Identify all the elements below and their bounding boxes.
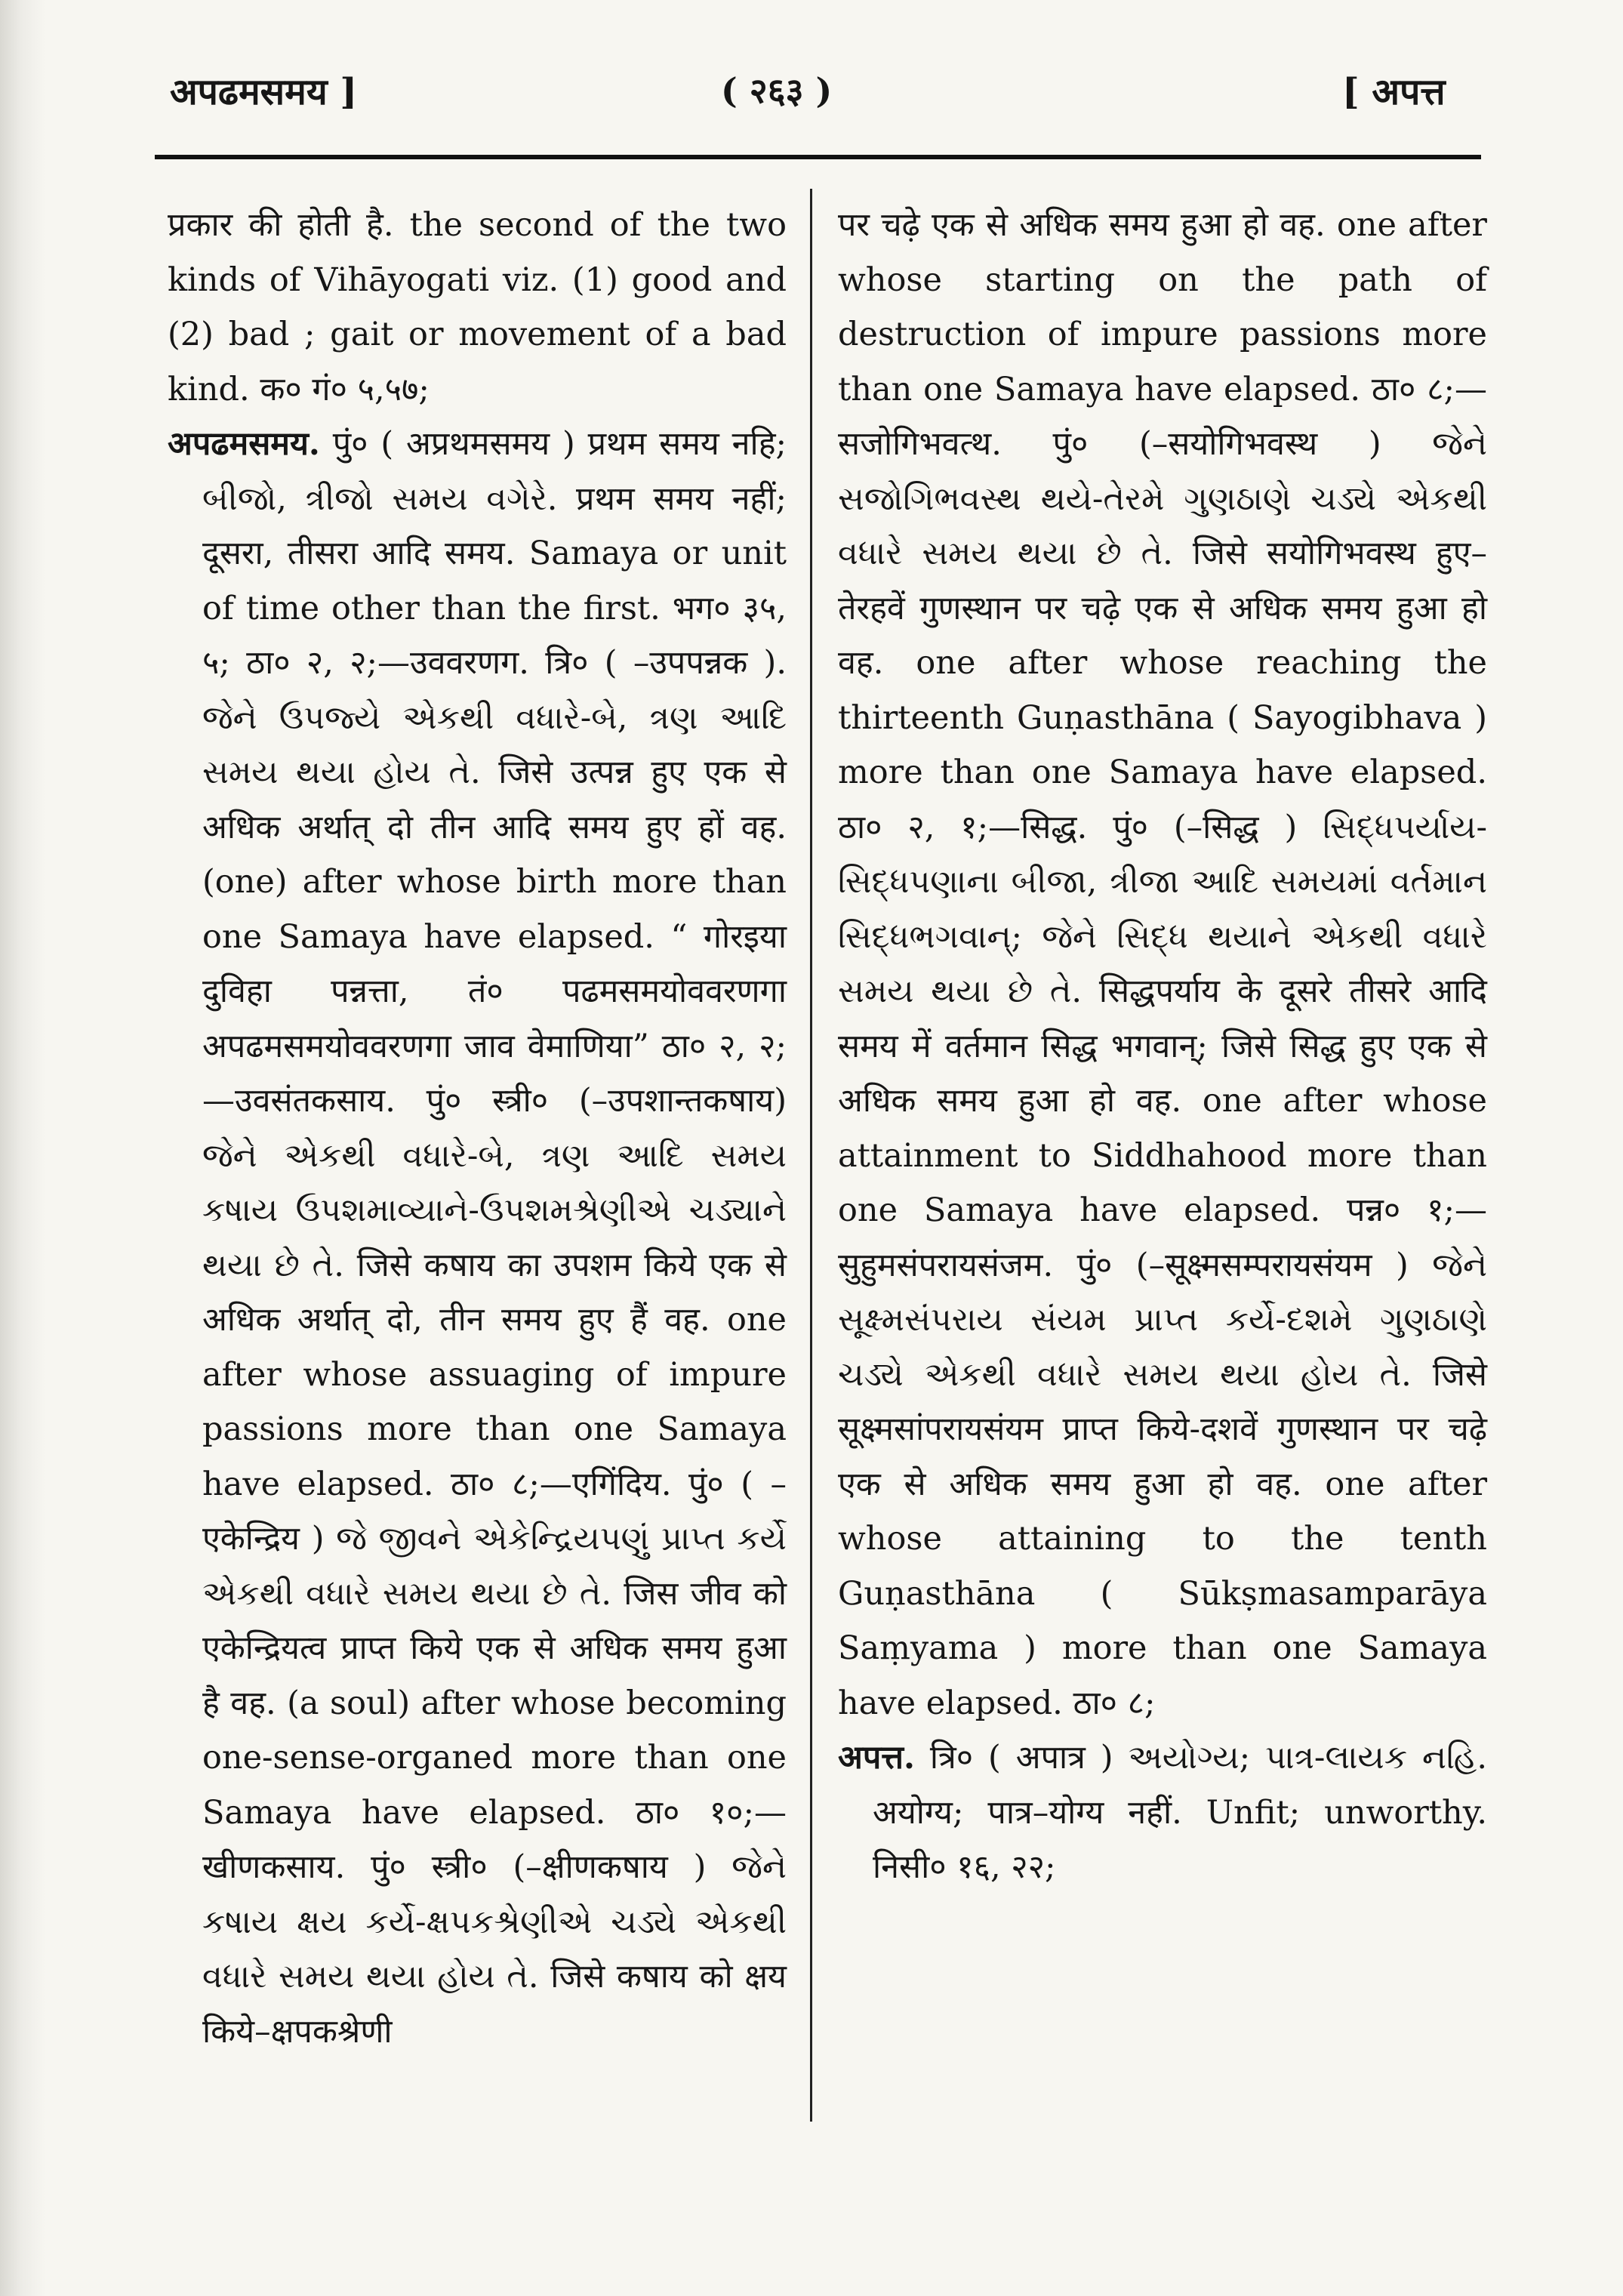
entry-apadhamasamaya <box>168 417 787 2059</box>
entry-text: त्रि० ( अपात्र ) અયોગ્ય; પાત્ર-લાયક નહિ. अयोग्य; पात्र–योग्य नहीं. Unfit; unworthy. निसी० १६, २२; <box>873 1739 1487 1886</box>
header-rule <box>155 155 1481 159</box>
entry-headword: अपढमसमय. <box>168 425 320 463</box>
header-right-guideword: [ अपत्त <box>1342 71 1446 113</box>
page-header <box>0 66 1623 134</box>
header-left-guideword: अपढमसमय ] <box>170 71 358 113</box>
scan-edge <box>0 0 45 2296</box>
left-column <box>168 198 787 2059</box>
entry-text: पुं० ( अप्रथमसमय ) प्रथम समय नहि; બીજો, ત્રીજો સમય વગેરે. प्रथम समय नहीं; दूसरा, तीसरा आदि समय. Samaya or unit of time other than the first. भग० ३५, ५; ठा० २, २;—उववरणग. त्रि० ( –उपपन्नक ). જેને ઉપજ્યે એકથી વધારે-બે, ત્રણ આદિ સમય થયા હોય તે. जिसे उत्पन्न हुए एक से अधिक अर्थात् दो तीन आदि समय हुए हों वह. (one) after whose birth more than one Samaya have elapsed. “ गोरइया दुविहा पन्नत्ता, तं० पढमसमयोववरणगा अपढमसमयोववरणगा जाव वेमाणिया” ठा० २, २;—उवसंतकसाय. पुं० स्त्री० (–उपशान्तकषाय) જેને એકથી વધારે-બે, ત્રણ આદિ સમય કષાય ઉપશમાવ્યાને-ઉપશમશ્રેણીએ ચડ્યાને થયા છે તે. जिसे कषाय का उपशम किये एक से अधिक अर्थात् दो, तीन समय हुए हैं वह. one after whose assuaging of impure passions more than one Samaya have elapsed. ठा० ८;—एगिंदिय. पुं० ( –एकेन्द्रिय ) જે જીવને એકેન્દ્રિયપણું પ્રાપ્ત કર્યે એકથી વધારે સમય થયા છે તે. जिस जीव को एकेन्द्रियत्व प्राप्त किये एक से अधिक समय हुआ है वह. (a soul) after whose becoming one-sense-organed more than one Samaya have elapsed. ठा० १०;—खीणकसाय. पुं० स्त्री० (–क्षीणकषाय ) જેને કષાય ક્ષય કર્યે-ક્ષપકશ્રેણીએ ચડ્યે એકથી વધારે સમય થયા હોય તે. जिसे कषाय को क्षय किये–क्षपकश्रेणी <box>202 425 787 2051</box>
entry-text: प्रकार की होती है. the second of the two kinds of Vihāyogati viz. (1) good and (2) bad ; gait or movement of a bad kind. क० गं० ५,५७; <box>168 206 787 408</box>
column-divider <box>810 189 812 2122</box>
right-column <box>838 198 1487 1895</box>
entry-text: पर चढ़े एक से अधिक समय हुआ हो वह. one after whose starting on the path of destruction of impure passions more than one Samaya have elapsed. ठा० ८;—सजोगिभवत्थ. पुं० (–सयोगिभवस्थ ) જેને સજોગિભવસ્થ થયે-તેરમે ગુણઠાણે ચડ્યે એકથી વધારે સમય થયા છે તે. जिसे सयोगिभवस्थ हुए–तेरहवें गुणस्थान पर चढ़े एक से अधिक समय हुआ हो वह. one after whose reaching the thirteenth Guṇasthāna ( Sayogibhava ) more than one Samaya have elapsed. ठा० २, १;—सिद्ध. पुं० (–सिद्ध ) સિદ્ધપર્યાય-સિદ્ધપણાના બીજા, ત્રીજા આદિ સમયમાં વર્તમાન સિદ્ધભગવાન્; જેને સિદ્ધ થયાને એકથી વધારે સમય થયા છે તે. सिद्धपर्याय के दूसरे तीसरे आदि समय में वर्तमान सिद्ध भगवान्; जिसे सिद्ध हुए एक से अधिक समय हुआ हो वह. one after whose attainment to Siddhahood more than one Samaya have elapsed. पन्न० १;—सुहुमसंपरायसंजम. पुं० (–सूक्ष्मसम्परायसंयम ) જેને સૂક્ષ્મસંપરાય સંયમ પ્રાપ્ત કર્યે-દશમે ગુણઠાણે ચડ્યે એકથી વધારે સમય થયા હોય તે. जिसे सूक्ष्मसांपरायसंयम प्राप्त किये-दशवें गुणस्थान पर चढ़े एक से अधिक समय हुआ हो वह. one after whose attaining to the tenth Guṇasthāna ( Sūkṣmasamparāya Saṃyama ) more than one Samaya have elapsed. ठा० ८; <box>838 206 1487 1722</box>
entry-continuation <box>838 198 1487 1730</box>
page-number: ( २६३ ) <box>721 70 833 111</box>
entry-apatta <box>838 1730 1487 1895</box>
entry-continuation <box>168 198 787 417</box>
entry-headword: अपत्त. <box>838 1739 915 1777</box>
